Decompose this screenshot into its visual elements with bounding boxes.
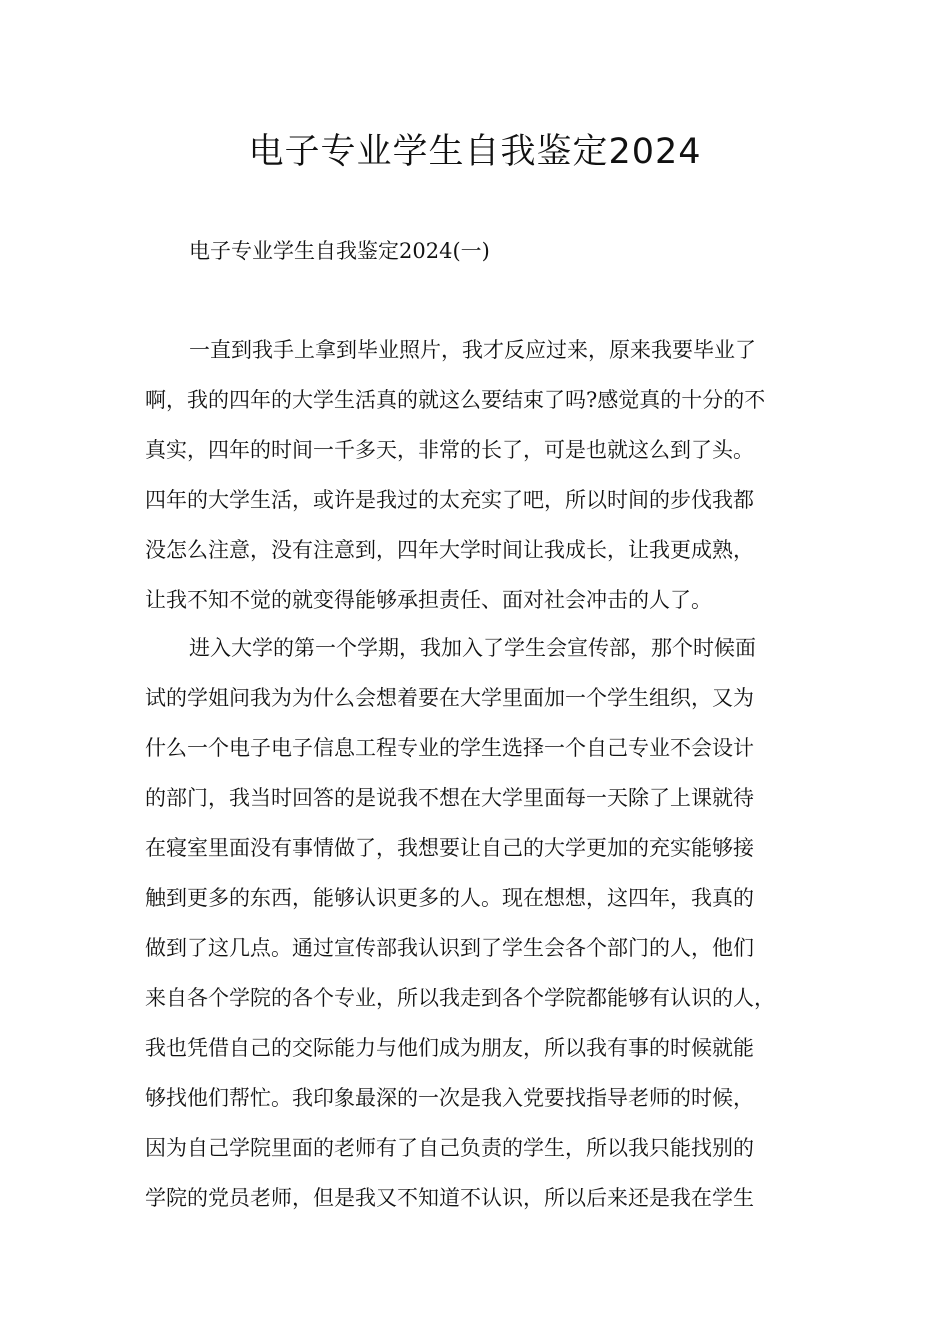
text-line: 一直到我手上拿到毕业照片，我才反应过来，原来我要毕业了: [189, 338, 756, 362]
text-line: 没怎么注意，没有注意到，四年大学时间让我成长，让我更成熟，: [145, 538, 754, 562]
text-line: 的部门，我当时回答的是说我不想在大学里面每一天除了上课就待: [145, 786, 754, 810]
text-line: 够找他们帮忙。我印象最深的一次是我入党要找指导老师的时候，: [145, 1086, 754, 1110]
text-line: 什么一个电子电子信息工程专业的学生选择一个自己专业不会设计: [145, 736, 754, 760]
text-line: 做到了这几点。通过宣传部我认识到了学生会各个部门的人，他们: [145, 936, 754, 960]
text-line: 触到更多的东西，能够认识更多的人。现在想想，这四年，我真的: [145, 886, 754, 910]
text-line: 真实，四年的时间一千多天，非常的长了，可是也就这么到了头。: [145, 438, 754, 462]
document-title: 电子专业学生自我鉴定2024: [248, 132, 702, 172]
text-line: 让我不知不觉的就变得能够承担责任、面对社会冲击的人了。: [145, 588, 712, 612]
text-line: 我也凭借自己的交际能力与他们成为朋友，所以我有事的时候就能: [145, 1036, 754, 1060]
section-heading: 电子专业学生自我鉴定2024(一): [189, 239, 490, 263]
text-line: 学院的党员老师，但是我又不知道不认识，所以后来还是我在学生: [145, 1186, 754, 1210]
text-line: 啊，我的四年的大学生活真的就这么要结束了吗?感觉真的十分的不: [145, 388, 766, 412]
text-line: 来自各个学院的各个专业，所以我走到各个学院都能够有认识的人，: [145, 986, 775, 1010]
text-line: 因为自己学院里面的老师有了自己负责的学生，所以我只能找别的: [145, 1136, 754, 1160]
text-line: 四年的大学生活，或许是我过的太充实了吧，所以时间的步伐我都: [145, 488, 754, 512]
text-line: 在寝室里面没有事情做了，我想要让自己的大学更加的充实能够接: [145, 836, 754, 860]
text-line: 进入大学的第一个学期，我加入了学生会宣传部，那个时候面: [189, 636, 756, 660]
text-line: 试的学姐问我为为什么会想着要在大学里面加一个学生组织，又为: [145, 686, 754, 710]
